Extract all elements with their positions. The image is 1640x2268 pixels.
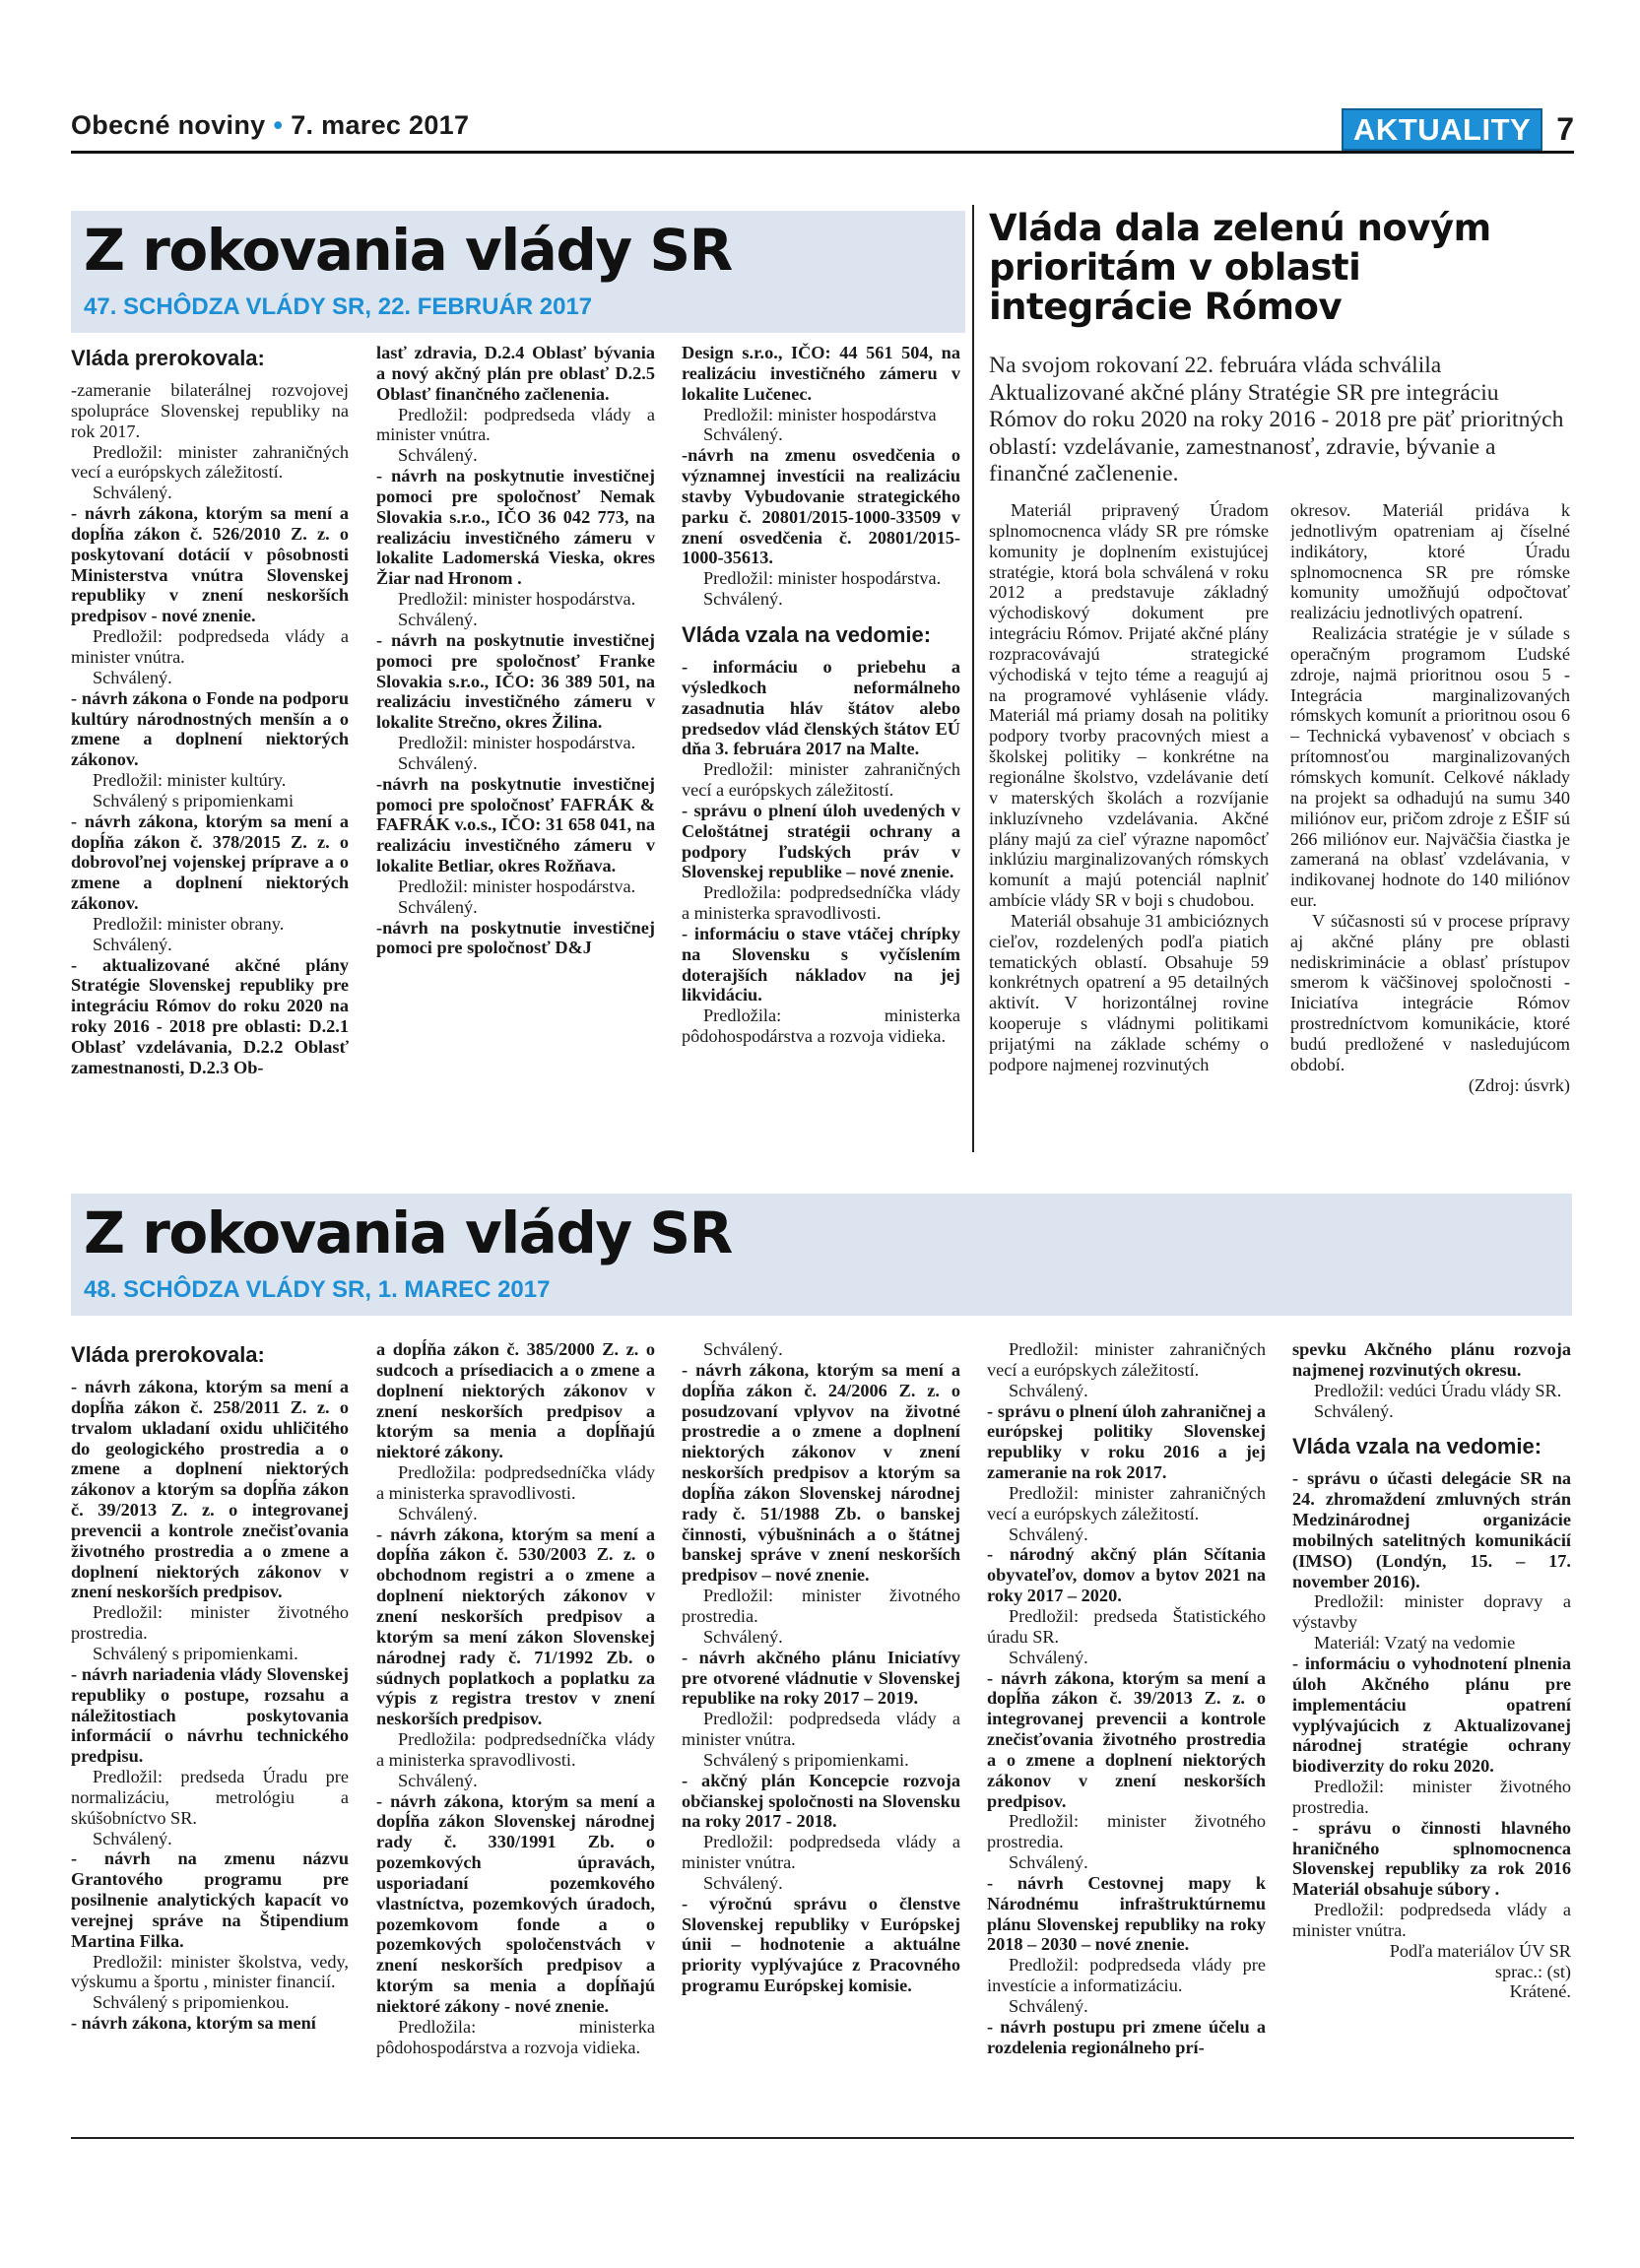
- paragraph: (Zdroj: úsvrk): [1468, 1074, 1570, 1095]
- agenda-item: [987, 2017, 1266, 2058]
- paragraph: Predložil: minister životného prostredia.: [71, 1602, 349, 1644]
- agenda-item-text: - správu o plnení úloh uvedených v Celoštátnej stratégii ochrany a podpory ľudských práv v Slovenskej republike – nové znenie.: [682, 800, 960, 882]
- paragraph: Predložil: predseda Štatistického úradu SR.: [987, 1605, 1266, 1647]
- paragraph: Krátené.: [1509, 1981, 1571, 2002]
- paragraph: Predložil: minister zahraničných vecí a európskych záležitostí.: [987, 1339, 1266, 1380]
- paragraph: sprac.: (st): [1494, 1961, 1571, 1981]
- paragraph: Predložil: podpredseda vlády a minister vnútra.: [1292, 1900, 1571, 1940]
- right-column-2: [1290, 500, 1570, 1158]
- agenda-item-text: - aktualizované akčné plány Stratégie Slovenskej republiky pre integráciu Rómov do roku 2020 na roky 2016 - 2018 pre oblasti: D.2.1 Oblasť vzdelávania, D.2.2 Oblasť zamestnanosti, D.2.3 Ob-: [71, 954, 349, 1077]
- agenda-item-text: - informáciu o priebehu a výsledkoch neformálneho zasadnutia hláv štátov alebo predsedov vlád členských štátov EÚ dňa 3. februára 2017 na Malte.: [682, 656, 960, 759]
- paragraph: Predložil: minister životného prostredia.: [682, 1586, 960, 1626]
- paragraph: Podľa materiálov ÚV SR: [1389, 1940, 1571, 1961]
- agenda-item: [71, 503, 349, 626]
- issue-date: 7. marec 2017: [291, 110, 470, 140]
- agenda-item: [682, 1771, 960, 1833]
- paragraph: Schválený s pripomienkami.: [93, 1643, 298, 1663]
- paragraph: Predložil: minister hospodárstva: [703, 404, 937, 424]
- paragraph: Predložil: minister hospodárstva.: [398, 733, 636, 753]
- agenda-item: [376, 343, 655, 405]
- s2-column-3: [682, 1339, 960, 2117]
- agenda-item: [987, 1544, 1266, 1606]
- agenda-item-text: - návrh na poskytnutie investičnej pomoci pre spoločnosť Nemak Slovakia s.r.o., IČO 36 042 773, na realizáciu investičného zámeru v lokalite Ladomerská Vieska, okres Žiar nad Hronom .: [376, 466, 655, 589]
- agenda-item: [376, 918, 655, 959]
- page-number: 7: [1556, 111, 1574, 147]
- section-heading: Vláda prerokovala:: [71, 346, 265, 370]
- paragraph: Predložil: minister dopravy a výstavby: [1292, 1591, 1571, 1633]
- agenda-item: [1292, 1818, 1571, 1900]
- agenda-item-text: - návrh zákona, ktorým sa mení a dopĺňa zákon č. 526/2010 Z. z. o poskytovaní dotácií v pôsobnosti Ministerstva vnútra Slovenskej republiky v znení neskorších predpisov - nové znenie.: [71, 503, 349, 626]
- s1-column-2: [376, 343, 655, 1170]
- masthead: [71, 108, 1574, 154]
- paragraph: Schválený.: [703, 1626, 783, 1647]
- section-tag: AKTUALITY: [1342, 108, 1542, 151]
- right-headline: Vláda dala zelenú novým prioritám v oblasti integrácie Rómov: [989, 207, 1491, 328]
- paragraph: Predložil: minister hospodárstva.: [398, 875, 636, 896]
- paragraph: Schválený.: [703, 1872, 783, 1893]
- paragraph: Schválený.: [1009, 1380, 1088, 1400]
- agenda-item: [71, 955, 349, 1078]
- agenda-item-text: - správu o účasti delegácie SR na 24. zhromaždení zmluvných strán Medzinárodnej organizácie mobilných satelitných komunikácií (IMSO) (Londýn, 15. – 17. november 2016).: [1292, 1468, 1571, 1591]
- agenda-item: [682, 657, 960, 759]
- paragraph: Predložil: minister kultúry.: [93, 770, 287, 791]
- paragraph: Schválený.: [93, 1828, 172, 1848]
- section-heading: Vláda vzala na vedomie:: [682, 621, 932, 647]
- agenda-item-text: - návrh na poskytnutie investičnej pomoci pre spoločnosť Franke Slovakia s.r.o., IČO: 36 389 501, na realizáciu investičného zámeru v lokalite Strečno, okres Žilina.: [376, 629, 655, 733]
- paragraph: Schválený.: [1009, 1523, 1088, 1544]
- agenda-item: [71, 1848, 349, 1951]
- paragraph: Schválený.: [1009, 1852, 1088, 1873]
- paragraph: Predložil: minister životného prostredia.: [1292, 1777, 1571, 1817]
- paragraph: -zameranie bilaterálnej rozvojovej spolupráce Slovenskej republiky na rok 2017.: [71, 380, 349, 441]
- section2-title: Z rokovania vlády SR: [84, 1199, 732, 1266]
- separator-dot: •: [273, 110, 284, 140]
- agenda-item: [987, 1873, 1266, 1955]
- agenda-item-text: - správu o plnení úloh zahraničnej a európskej politiky Slovenskej republiky v roku 2016 a jej zameranie na rok 2017.: [987, 1400, 1266, 1483]
- agenda-item: [376, 1791, 655, 2017]
- paragraph: Predložila: podpredsedníčka vlády a ministerka spravodlivosti.: [682, 882, 960, 924]
- column-divider: [972, 205, 974, 1152]
- agenda-item: [376, 1339, 655, 1462]
- s2-column-5: [1292, 1339, 1571, 2117]
- agenda-item: [682, 924, 960, 1005]
- agenda-item-text: - návrh zákona, ktorým sa mení a dopĺňa zákon Slovenskej národnej rady č. 330/1991 Zb. o pozemkových úpravách, usporiadaní pozemkového vlastníctva, pozemkových úradoch, pozemkovom fonde a o pozemkových spoločenstvách v znení neskorších predpisov a ktorým sa menia a dopĺňajú niektoré zákony - nové znenie.: [376, 1790, 655, 2016]
- agenda-item: [71, 1664, 349, 1767]
- paragraph: Schválený.: [398, 896, 478, 917]
- agenda-item-text: -návrh na zmenu osvedčenia o významnej investícii na realizáciu stavby Vybudovanie strategického parku č. 20801/2015-1000-33509 v znení osvedčenia č. 20801/2015-1000-35613.: [682, 445, 960, 568]
- paragraph: Schválený.: [398, 609, 478, 629]
- agenda-item: [1292, 1339, 1571, 1381]
- section1-header: [71, 211, 965, 333]
- agenda-item-text: - návrh Cestovnej mapy k Národnému infraštruktúrnemu plánu Slovenskej republiky na roky 2018 – 2030 – nové znenie.: [987, 1872, 1266, 1955]
- section2-header: [71, 1194, 1572, 1316]
- agenda-item: [376, 1524, 655, 1729]
- agenda-item-text: - správu o činnosti hlavného hraničného splnomocnenca Slovenskej republiky za rok 2016 Materiál obsahuje súbory .: [1292, 1817, 1571, 1900]
- agenda-item-text: a dopĺňa zákon č. 385/2000 Z. z. o sudcoch a prísediacich a o zmene a doplnení niektorých zákonov v znení neskorších predpisov a ktorým sa menia a dopĺňajú niektoré zákony.: [376, 1339, 655, 1462]
- s2-column-4: [987, 1339, 1266, 2117]
- agenda-item: [376, 630, 655, 733]
- agenda-item-text: - návrh nariadenia vlády Slovenskej republiky o postupe, rozsahu a náležitostiach poskytovania informácií o návrhu technického predpisu.: [71, 1663, 349, 1767]
- paragraph: Predložil: minister zahraničných vecí a európskych záležitostí.: [71, 441, 349, 483]
- paragraph: Schválený.: [1009, 1647, 1088, 1667]
- agenda-item: [71, 811, 349, 914]
- paragraph: Schválený.: [703, 424, 783, 445]
- paragraph: Predložil: predseda Úradu pre normalizáciu, metrológiu a skúšobníctvo SR.: [71, 1767, 349, 1828]
- bottom-rule: [71, 2137, 1574, 2139]
- agenda-item-text: lasť zdravia, D.2.4 Oblasť bývania a nový akčný plán pre oblasť D.2.5 Oblasť finančného začlenenia.: [376, 343, 655, 404]
- paragraph: Predložil: minister životného prostredia.: [987, 1811, 1266, 1852]
- section-heading: Vláda prerokovala:: [71, 1342, 265, 1367]
- agenda-item: [682, 445, 960, 568]
- agenda-item: [682, 1360, 960, 1586]
- agenda-item: [682, 1648, 960, 1710]
- agenda-item: [987, 1668, 1266, 1812]
- masthead-left: [71, 110, 469, 141]
- agenda-item: [71, 2013, 349, 2034]
- paragraph: Schválený s pripomienkami.: [703, 1749, 909, 1770]
- paragraph: Realizácia stratégie je v súlade s operačným programom Ľudské zdroje, najmä prioritnou osou 5 - Integrácia marginalizovaných rómskych komunít a prioritnou osou 6 – Technická vybavenosť v obciach s prítomnosťou marginalizovaných rómskych komunít. Celkové náklady na projekt sa odhadujú na sumu 340 miliónov eur, pričom zdroje z EŠIF sú 266 miliónov eur. Najväčšia čiastka je zameraná na oblasť vzdelávania, v indikovanej hodnote do 140 miliónov eur.: [1290, 623, 1570, 911]
- agenda-item-text: - informáciu o vyhodnotení plnenia úloh Akčného plánu pre implementáciu opatrení vyplývajúcich z Aktualizovanej národnej stratégie ochrany biodiverzity do roku 2020.: [1292, 1652, 1571, 1777]
- paragraph: Predložil: minister školstva, vedy, výskumu a športu , minister financií.: [71, 1951, 349, 1992]
- s1-column-1: [71, 343, 349, 1170]
- paragraph: Schválený.: [398, 445, 478, 466]
- agenda-item: [376, 466, 655, 589]
- paragraph: Schválený.: [398, 752, 478, 773]
- right-lead: Na svojom rokovaní 22. februára vláda schválila Aktualizované akčné plány Stratégie SR pre integráciu Rómov do roku 2020 na roky 2016 - 2018 pre päť prioritných oblastí: vzdelávanie, zamestnanosť, zdravie, bývanie a finančné začlenenie.: [989, 353, 1564, 486]
- paragraph: Schválený.: [93, 483, 172, 503]
- s1-column-3: [682, 343, 960, 1170]
- paragraph: V súčasnosti sú v procese prípravy aj akčné plány pre oblasti nediskriminácie a oblasť prístupov smerom k väčšinovej spoločnosti - Iniciatíva integrácie Rómov prostredníctvom komunikácie, ktoré budú predložené v nasledujúcom období.: [1290, 910, 1570, 1074]
- agenda-item: [682, 343, 960, 405]
- agenda-item-text: - návrh zákona, ktorým sa mení: [71, 2013, 316, 2034]
- section1-title: Z rokovania vlády SR: [84, 217, 732, 284]
- section1-subtitle: 47. SCHÔDZA VLÁDY SR, 22. FEBRUÁR 2017: [84, 293, 593, 320]
- agenda-item-text: - návrh postupu pri zmene účelu a rozdelenia regionálneho prí-: [987, 2016, 1266, 2057]
- paragraph: Predložil: minister zahraničných vecí a európskych záležitostí.: [987, 1482, 1266, 1523]
- paragraph: Materiál: Vzatý na vedomie: [1314, 1633, 1516, 1653]
- agenda-item-text: - návrh zákona, ktorým sa mení a dopĺňa zákon č. 530/2003 Z. z. o obchodnom registri a o zmene a doplnení niektorých zákonov v znení neskorších predpisov a ktorým sa mení zákon Slovenskej národnej rady č. 71/1992 Zb. o súdnych poplatkoch a poplatku za výpis z registra trestov v znení neskorších predpisov.: [376, 1523, 655, 1729]
- paragraph: Schválený.: [398, 1770, 478, 1790]
- agenda-item-text: -návrh na poskytnutie investičnej pomoci pre spoločnosť FAFRÁK & FAFRÁK v.o.s., IČO: 31 658 041, na realizáciu investičného zámeru v lokalite Betliar, okres Rožňava.: [376, 773, 655, 876]
- paragraph: Schválený.: [1314, 1400, 1394, 1421]
- masthead-right: [1342, 108, 1574, 151]
- paragraph: Schválený s pripomienkou.: [93, 1992, 290, 2013]
- paragraph: Materiál pripravený Úradom splnomocnenca vlády SR pre rómske komunity je doplnením existujúcej stratégie, ktorá bola schválená v roku 2012 a predstavuje základný východiskový dokument pre integráciu Rómov. Prijaté akčné plány rozpracovávajú strategické východiská v tejto téme a reagujú aj na programové vyhlásenie vlády. Materiál má priamy dosah na politiky podpory tvorby pracovných miest a školskej politiky – konkrétne na regionálne školstvo, vzdelávanie detí v materských školách a rozvíjanie inkluzívneho vzdelávania. Akčné plány majú za cieľ výrazne napomôcť inklúziu marginalizovaných rómskych komunít a majú potenciál naplniť ambície vlády SR v boji s chudobou.: [989, 500, 1269, 911]
- paragraph: Predložil: podpredseda vlády a minister vnútra.: [71, 626, 349, 667]
- paragraph: Predložil: minister hospodárstva.: [398, 589, 636, 610]
- agenda-item-text: - výročnú správu o členstve Slovenskej republiky v Európskej únii – hodnotenie a aktuálne priority vyplývajúce z Pracovného programu Európskej komisie.: [682, 1893, 960, 1996]
- agenda-item: [71, 688, 349, 770]
- agenda-item-text: - návrh zákona o Fonde na podporu kultúry národnostných menšín a o zmene a doplnení niektorých zákonov.: [71, 687, 349, 770]
- paragraph: Schválený.: [398, 1503, 478, 1523]
- paragraph: Predložil: podpredseda vlády a minister vnútra.: [682, 1709, 960, 1750]
- agenda-item: [376, 774, 655, 876]
- agenda-item-text: spevku Akčného plánu rozvoja najmenej rozvinutých okresu.: [1292, 1339, 1571, 1380]
- paragraph: Predložila: podpredsedníčka vlády a ministerka spravodlivosti.: [376, 1462, 655, 1503]
- paragraph: Schválený.: [703, 589, 783, 610]
- agenda-item: [1292, 1653, 1571, 1777]
- agenda-item-text: - informáciu o stave vtáčej chrípky na Slovensku s vyčíslením doterajších nákladov na jej likvidáciu.: [682, 923, 960, 1005]
- agenda-item: [682, 801, 960, 882]
- paragraph: okresov. Materiál pridáva k jednotlivým opatreniam aj číselné indikátory, ktoré Úradu splnomocnenca SR pre rómske komunity umožňujú odpočtovať realizáciu jednotlivých opatrení.: [1290, 500, 1570, 623]
- agenda-item: [987, 1401, 1266, 1483]
- agenda-item-text: - návrh zákona, ktorým sa mení a dopĺňa zákon č. 39/2013 Z. z. o integrovanej prevencii a kontrole znečisťovania životného prostredia a o zmene a doplnení niektorých zákonov v znení neskorších predpisov.: [987, 1667, 1266, 1811]
- paragraph: Schválený.: [703, 1339, 783, 1359]
- agenda-item-text: - akčný plán Koncepcie rozvoja občianskej spoločnosti na Slovensku na roky 2017 - 2018.: [682, 1770, 960, 1832]
- paragraph: Predložil: minister hospodárstva.: [703, 568, 942, 589]
- paragraph: Predložila: ministerka pôdohospodárstva a rozvoja vidieka.: [682, 1005, 960, 1047]
- s2-column-2: [376, 1339, 655, 2117]
- section2-subtitle: 48. SCHÔDZA VLÁDY SR, 1. MAREC 2017: [84, 1276, 551, 1303]
- agenda-item-text: - národný akčný plán Sčítania obyvateľov, domov a bytov 2021 na roky 2017 – 2020.: [987, 1544, 1266, 1606]
- paragraph: Materiál obsahuje 31 ambicióznych cieľov, rozdelených podľa piatich tematických oblastí. Obsahuje 59 konkrétnych opatrení a 95 detailných aktivít. V horizontálnej rovine kooperuje s vládnymi politikami prijatými na základe schémy o podpore najmenej rozvinutých: [989, 910, 1269, 1074]
- agenda-item: [71, 1377, 349, 1602]
- agenda-item-text: - návrh zákona, ktorým sa mení a dopĺňa zákon č. 258/2011 Z. z. o trvalom ukladaní oxidu uhličitého do geologického prostredia a o zmene a doplnení niektorých zákonov a ktorým sa dopĺňa zákon č. 39/2013 Z. z. o integrovanej prevencii a kontrole znečisťovania životného prostredia a o zmene a doplnení niektorých zákonov v znení neskorších predpisov.: [71, 1377, 349, 1602]
- paragraph: Schválený.: [93, 934, 172, 954]
- paragraph: Schválený.: [93, 667, 172, 687]
- paragraph: Predložila: ministerka pôdohospodárstva a rozvoja vidieka.: [376, 2016, 655, 2057]
- paragraph: Predložil: vedúci Úradu vlády SR.: [1314, 1380, 1562, 1400]
- paragraph: Predložil: podpredseda vlády pre investície a informatizáciu.: [987, 1955, 1266, 1996]
- agenda-item: [682, 1894, 960, 1996]
- paragraph: Schválený.: [1009, 1996, 1088, 2016]
- paper-name: Obecné noviny: [71, 110, 266, 140]
- paragraph: Schválený s pripomienkami: [93, 790, 295, 810]
- agenda-item-text: - návrh zákona, ktorým sa mení a dopĺňa zákon č. 24/2006 Z. z. o posudzovaní vplyvov na životné prostredie a o zmene a doplnení niektorých zákonov v znení neskorších predpisov a ktorým sa dopĺňa zákon Slovenskej národnej rady č. 51/1988 Zb. o banskej činnosti, výbušninách a o štátnej banskej správe v znení neskorších predpisov – nové znenie.: [682, 1359, 960, 1586]
- paragraph: Predložila: podpredsedníčka vlády a ministerka spravodlivosti.: [376, 1729, 655, 1770]
- section-heading: Vláda vzala na vedomie:: [1292, 1434, 1542, 1459]
- agenda-item-text: - návrh zákona, ktorým sa mení a dopĺňa zákon č. 378/2015 Z. z. o dobrovoľnej vojenskej príprave a o zmene a doplnení niektorých zákonov.: [71, 810, 349, 914]
- paragraph: Predložil: podpredseda vlády a minister vnútra.: [376, 404, 655, 445]
- paragraph: Predložil: minister obrany.: [93, 913, 285, 934]
- paragraph: Predložil: minister zahraničných vecí a európskych záležitostí.: [682, 759, 960, 801]
- agenda-item-text: Design s.r.o., IČO: 44 561 504, na realizáciu investičného zámeru v lokalite Lučenec.: [682, 343, 960, 404]
- agenda-item-text: -návrh na poskytnutie investičnej pomoci pre spoločnosť D&J: [376, 917, 655, 958]
- right-column-1: [989, 500, 1269, 1158]
- agenda-item-text: - návrh na zmenu názvu Grantového programu pre posilnenie analytických kapacít vo verejnej správe na Štipendium Martina Filka.: [71, 1848, 349, 1951]
- s2-column-1: [71, 1339, 349, 2117]
- paragraph: Predložil: podpredseda vlády a minister vnútra.: [682, 1832, 960, 1873]
- agenda-item-text: - návrh akčného plánu Iniciatívy pre otvorené vládnutie v Slovenskej republike na roky 2017 – 2019.: [682, 1647, 960, 1709]
- agenda-item: [1292, 1468, 1571, 1591]
